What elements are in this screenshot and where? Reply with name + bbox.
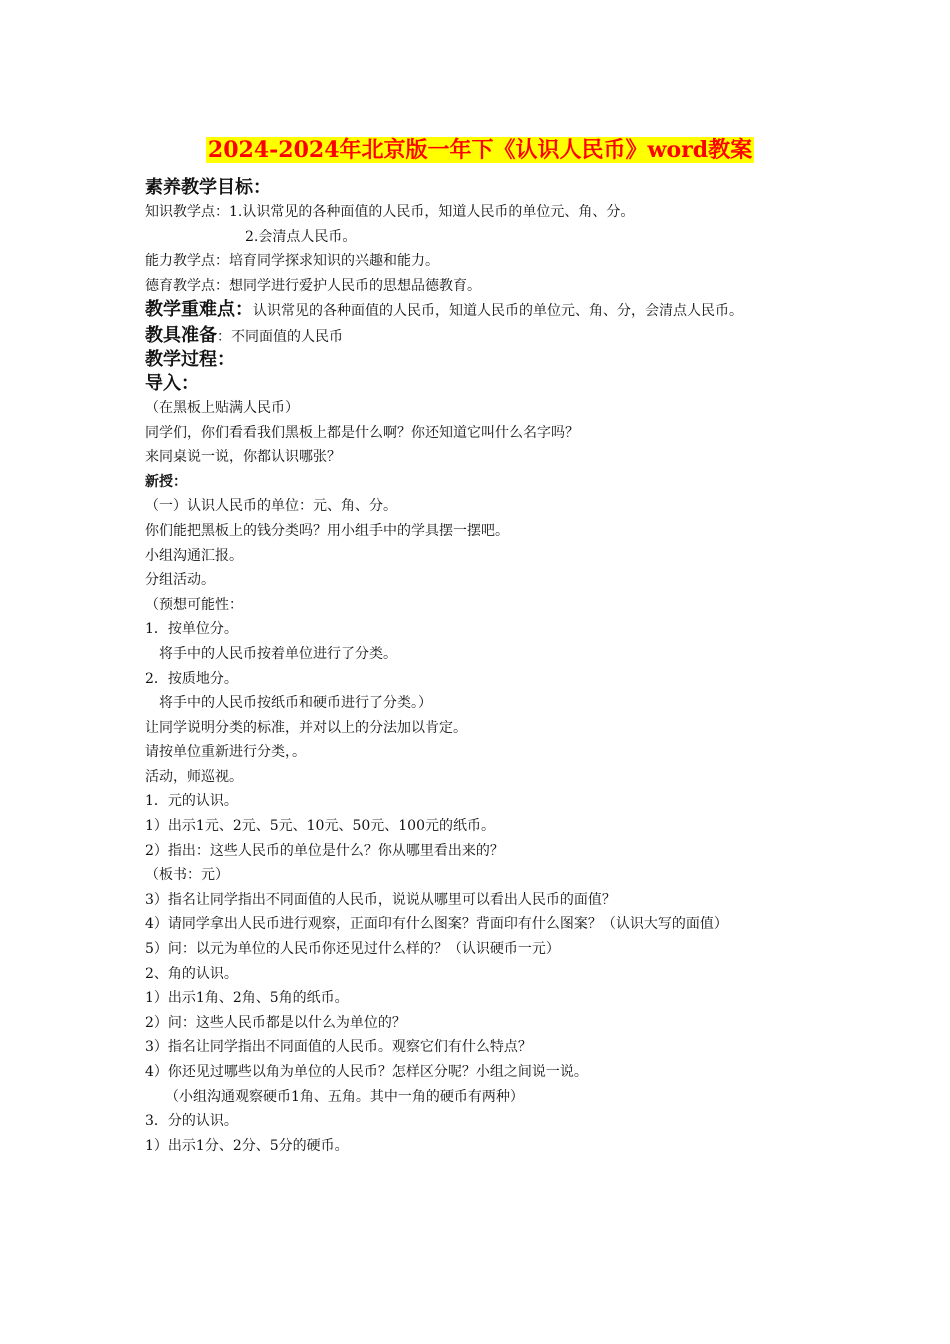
tools-heading: 教具准备 <box>145 324 217 346</box>
document-title: 2024-2024年北京版一年下《认识人民币》word教案 <box>207 137 753 163</box>
intro-heading: 导入： <box>145 372 199 394</box>
intro-line: 同学们，你们看看我们黑板上都是什么啊？你还知道它叫什么名字吗？ <box>145 424 579 441</box>
lesson-line: 让同学说明分类的标准，并对以上的分法加以肯定。 <box>145 719 467 736</box>
goals-heading: 素养教学目标： <box>145 177 271 198</box>
lesson-line: 小组沟通汇报。 <box>145 547 243 564</box>
key-difficulty-paragraph <box>145 298 815 324</box>
lesson-line: 3）指名让同学指出不同面值的人民币，说说从哪里可以看出人民币的面值？ <box>145 891 616 908</box>
key-text: 认识常见的各种面值的人民币，知道人民币的单位元、角、分，会清点人民币。 <box>253 303 743 320</box>
intro-line: 来同桌说一说，你都认识哪张？ <box>145 449 341 466</box>
lesson-line: （一）认识人民币的单位：元、角、分。 <box>145 498 397 515</box>
lesson-line: 5）问：以元为单位的人民币你还见过什么样的？（认识硬币一元） <box>145 941 560 958</box>
knowledge-point-1: 知识教学点：1.认识常见的各种面值的人民币，知道人民币的单位元、角、分。 <box>145 204 635 220</box>
lesson-line: 3．分的认识。 <box>145 1113 238 1130</box>
tools-text: ：不同面值的人民币 <box>217 328 343 345</box>
lesson-line: （预想可能性： <box>145 596 243 613</box>
moral-point: 德育教学点：想同学进行爱护人民币的思想品德教育。 <box>145 277 481 294</box>
lesson-line: 1）出示1角、2角、5角的纸币。 <box>145 990 349 1007</box>
lesson-line: 分组活动。 <box>145 572 215 589</box>
document-content <box>145 136 815 1158</box>
lesson-line: （板书：元） <box>145 867 229 884</box>
lesson-line: 1）出示1分、2分、5分的硬币。 <box>145 1137 349 1154</box>
lesson-line: 1）出示1元、2元、5元、10元、50元、100元的纸币。 <box>145 818 495 835</box>
jiao-note-line: （小组沟通观察硬币1角、五角。其中一角的硬币有两种） <box>165 1088 524 1105</box>
lesson-line: 请按单位重新进行分类，。 <box>145 744 306 761</box>
sort-by-material-line: 将手中的人民币按纸币和硬币进行了分类。） <box>159 695 432 712</box>
sort-by-unit-line: 将手中的人民币按着单位进行了分类。 <box>159 645 397 662</box>
lesson-line: 活动，师巡视。 <box>145 768 243 785</box>
lesson-line: 1．元的认识。 <box>145 793 238 810</box>
lesson-line: 3）指名让同学指出不同面值的人民币。观察它们有什么特点？ <box>145 1039 532 1056</box>
yuan-observe-line: 4）请同学拿出人民币进行观察，正面印有什么图案？背面印有什么图案？（认识大写的面值） <box>145 916 728 933</box>
lesson-line: 2）问：这些人民币都是以什么为单位的？ <box>145 1014 406 1031</box>
lesson-line: 1．按单位分。 <box>145 621 238 638</box>
knowledge-point-2: 2.会清点人民币。 <box>245 228 357 245</box>
lesson-line: 2、角的认识。 <box>145 965 238 982</box>
new-lesson-heading: 新授： <box>145 473 187 490</box>
lesson-line: 2）指出：这些人民币的单位是什么？你从哪里看出来的？ <box>145 842 504 859</box>
key-heading: 教学重难点： <box>145 299 253 321</box>
process-heading: 教学过程： <box>145 348 235 370</box>
lesson-line: 4）你还见过哪些以角为单位的人民币？怎样区分呢？小组之间说一说。 <box>145 1064 588 1080</box>
intro-line: （在黑板上贴满人民币） <box>145 399 299 416</box>
by-material-line: 2．按质地分。 <box>145 670 238 687</box>
tools-paragraph <box>145 324 815 348</box>
lesson-line: 你们能把黑板上的钱分类吗？用小组手中的学具摆一摆吧。 <box>145 522 509 539</box>
ability-point: 能力教学点：培育同学探求知识的兴趣和能力。 <box>145 253 439 270</box>
